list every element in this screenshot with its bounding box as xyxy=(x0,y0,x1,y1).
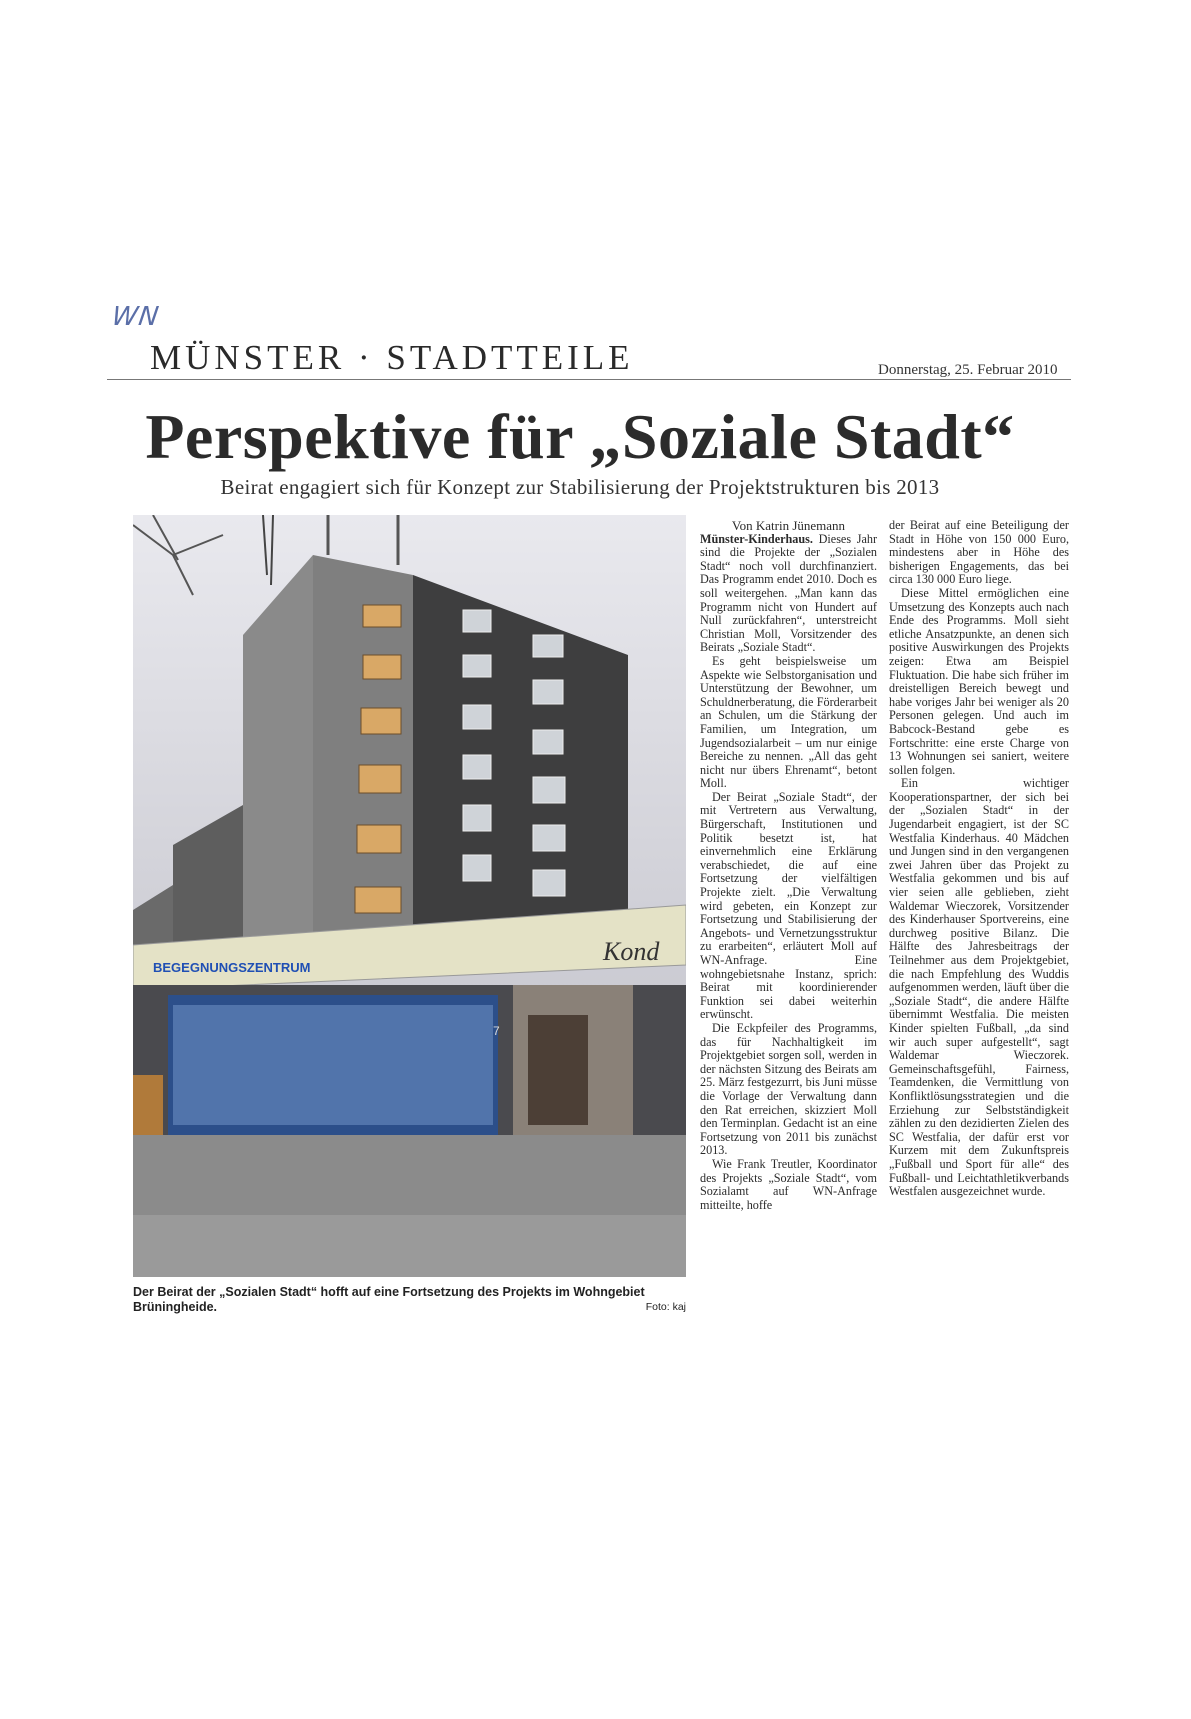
paragraph: Ein wichtiger Kooperationspartner, der sich bei der „Sozialen Stadt“ in der Jugendarbeit engagiert, ist der SC Westfalia Kinderhaus. 40 Mädchen und Jungen sind in den vergangenen zwei Jahren über das Projekt zu Westfalia gekommen und bis auf vier seien alle geblieben, zieht Waldemar Wieczorek, Vorsitzender des Kinderhauser Sportvereins, eine durchweg positive Bilanz. Die Hälfte des Jahresbeitrags der Teilnehmer aus dem Projektgebiet, die nach Empfehlung des Wuddis aufgenommen werden, läuft über die „Soziale Stadt“, die andere Hälfte übernimmt Westfalia. Die meisten Kinder spielten Fußball, „da sind wir auch super aufgestellt“, sagt Waldemar Wieczorek. Gemeinschaftsgefühl, Fairness, Teamdenken, die Vermittlung von Konfliktlösungsstrategien und die Erziehung zur Selbstständigkeit zählen zu den dezidierten Zielen des SC Westfalia, der dafür erst vor Kurzem mit dem Zukunftspreis „Fußball und Sport für alle“ des Fußball- und Leichtathletikverbands Westfalen ausgezeichnet wurde. xyxy=(889,776,1069,1199)
paragraph-text: Dieses Jahr sind die Projekte der „Sozialen Stadt“ noch voll durchfinanziert. Das Programm endet 2010. Doch es soll weitergehen. „Man kann das Programm nicht von Hundert auf Null zurückfahren“, unterstreicht Christian Moll, Vorsitzender des Beirats „Soziale Stadt“. xyxy=(700,531,878,655)
header-rule xyxy=(107,379,1071,380)
paragraph: Es geht beispielsweise um Aspekte wie Selbstorganisation und Unterstützung der Bewohner, um Schuldnerberatung, die Förderarbeit an Schulen, um die Stärkung der Familien, um Integration, um Jugendsozialarbeit – um nur einige Bereiche zu nennen. „All das geht nicht nur übers Ehrenamt“, betont Moll. xyxy=(700,653,877,791)
headline: Perspektive für „Soziale Stadt“ xyxy=(145,401,1015,472)
photo-caption xyxy=(133,1285,686,1315)
caption-text: Der Beirat der „Sozialen Stadt“ hofft auf eine Fortsetzung des Projekts im Wohngebiet Brüningheide. xyxy=(133,1285,645,1314)
section-title: MÜNSTER · STADTTEILE xyxy=(150,338,634,377)
article-photo xyxy=(133,515,686,1277)
paragraph: Wie Frank Treutler, Koordinator des Projekts „Soziale Stadt“, vom Sozialamt auf WN-Anfrage mitteilte, hoffe xyxy=(700,1156,877,1212)
paragraph: Diese Mittel ermöglichen eine Umsetzung des Konzepts auch nach Ende des Programms. Moll sieht etliche Ansatzpunkte, an denen sich positive Auswirkungen des Projekts zeigen: Etwa am Beispiel Fluktuation. Die habe sich früher im dreistelligen Bereich bewegt und habe voriges Jahr bei weniger als 20 Personen gelegen. Und auch im Babcock-Bestand gebe es Fortschritte: eine erste Charge von 13 Wohnungen sei saniert, weitere sollen folgen. xyxy=(889,585,1069,777)
door-number: 7 xyxy=(493,1024,500,1038)
paragraph xyxy=(700,533,877,655)
byline: Von Katrin Jünemann xyxy=(731,518,846,533)
article-column-1 xyxy=(700,519,877,1212)
subheadline: Beirat engagiert sich für Konzept zur Stabilisierung der Projektstrukturen bis 2013 xyxy=(220,475,940,499)
sign-begegnungszentrum: BEGEGNUNGSZENTRUM xyxy=(153,960,311,975)
paragraph: Der Beirat „Soziale Stadt“, der mit Vertretern aus Verwaltung, Bürgerschaft, Institutionen und Politik besetzt ist, hat einvernehmlich eine Erklärung verabschiedet, die auf eine Fortsetzung der vielfältigen Projekte zielt. „Die Verwaltung wird gebeten, ein Konzept zur Fortsetzung und Stabilisierung der Angebots- und Vernetzungsstruktur zu erarbeiten“, erläutert Moll auf WN-Anfrage. Eine wohngebietsnahe Instanz, sprich: Beirat mit koordinierender Funktion sei dabei weiterhin erwünscht. xyxy=(700,789,877,1022)
paragraph: Die Eckpfeiler des Programms, das für Nachhaltigkeit im Projektgebiet sorgen soll, werden in der nächsten Sitzung des Beirats am 25. März festgezurrt, bis Juni müsse die Vorlage der Verwaltung dann den Rat erreichen, skizziert Moll den Terminplan. Gedacht ist an eine Fortsetzung von 2011 bis zunächst 2013. xyxy=(700,1020,877,1158)
issue-date: Donnerstag, 25. Februar 2010 xyxy=(878,362,1058,378)
dateline: Münster-Kinderhaus. xyxy=(700,531,813,546)
sign-konditorei: Kond xyxy=(603,937,660,966)
paragraph: der Beirat auf eine Beteiligung der Stadt in Höhe von 150 000 Euro, mindestens aber in Höhe des bisherigen Engagements, das bei circa 130 000 Euro liege. xyxy=(889,518,1069,587)
article-column-2 xyxy=(889,519,1069,1199)
building-photo-illustration xyxy=(133,515,686,1277)
publication-mark: WN xyxy=(109,302,162,332)
photo-credit: Foto: kaj xyxy=(645,1301,686,1313)
